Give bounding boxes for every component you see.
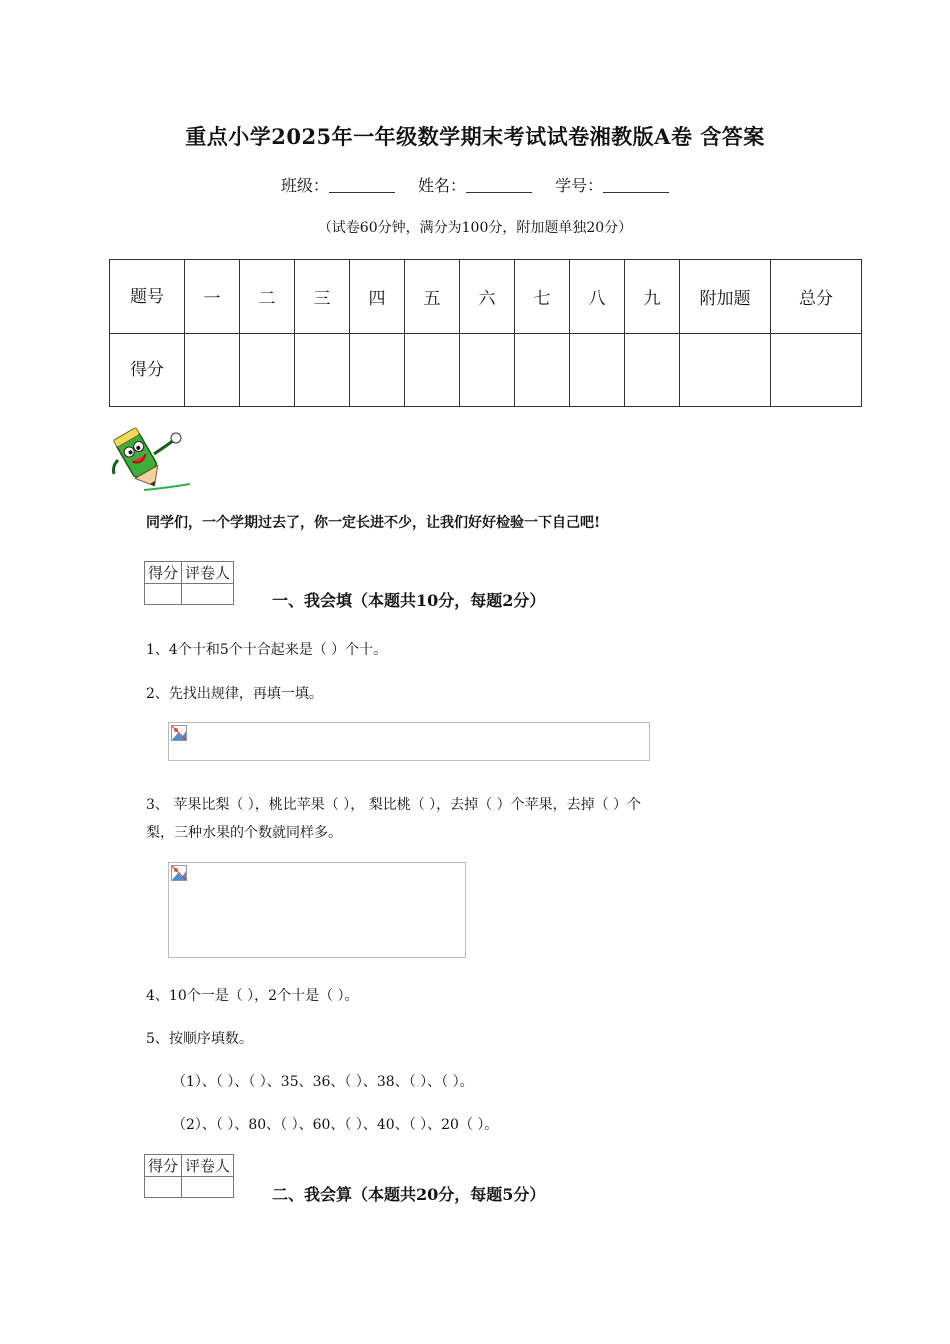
score-cell[interactable]: [460, 334, 515, 407]
section-two-heading: 二、我会算（本题共20分，每题5分）: [272, 1185, 546, 1204]
grader-reviewer-label: 评卷人: [182, 562, 234, 584]
broken-image-icon: [171, 865, 187, 881]
question-1: 1、4个十和5个十合起来是（ ）个十。: [146, 642, 388, 658]
header-cell: 二: [240, 260, 295, 334]
score-cell[interactable]: [625, 334, 680, 407]
score-cell[interactable]: [570, 334, 625, 407]
score-cell[interactable]: [185, 334, 240, 407]
score-cell[interactable]: [240, 334, 295, 407]
header-cell: 八: [570, 260, 625, 334]
id-blank[interactable]: [603, 178, 669, 193]
header-cell: 六: [460, 260, 515, 334]
score-cell[interactable]: [515, 334, 570, 407]
name-label: 姓名：: [417, 176, 466, 195]
grader-table: [144, 561, 234, 605]
score-cell[interactable]: [771, 334, 862, 407]
question-2: 2、先找出规律，再填一填。: [146, 686, 323, 702]
score-cell[interactable]: [405, 334, 460, 407]
header-cell: 四: [350, 260, 405, 334]
question-3-line-1: 3、 苹果比梨（ ），桃比苹果（ ）， 梨比桃（ ），去掉（ ）个苹果，去掉（ ）个: [146, 797, 642, 813]
grader-score-label: 得分: [145, 1155, 182, 1177]
question-2-image: [168, 722, 650, 761]
header-cell: 一: [185, 260, 240, 334]
grader-score-cell[interactable]: [145, 1177, 182, 1198]
pencil-mascot-icon: [104, 424, 194, 494]
row-label-cell: 得分: [110, 334, 185, 407]
grader-reviewer-cell[interactable]: [182, 584, 234, 605]
score-cell[interactable]: [680, 334, 771, 407]
exam-note: （试卷60分钟，满分为100分，附加题单独20分）: [317, 220, 633, 236]
question-3-line-2: 梨，三种水果的个数就同样多。: [146, 825, 342, 841]
question-5-part-1: （1）、（ ）、（ ）、35、36、（ ）、38、（ ）、（ ）。: [172, 1074, 474, 1090]
header-cell: 七: [515, 260, 570, 334]
header-cell: 总分: [771, 260, 862, 334]
id-label: 学号：: [555, 176, 604, 195]
question-3-image: [168, 862, 466, 958]
header-cell: 题号: [110, 260, 185, 334]
header-cell: 五: [405, 260, 460, 334]
question-5: 5、按顺序填数。: [146, 1031, 253, 1047]
intro-text: 同学们，一个学期过去了，你一定长进不少，让我们好好检验一下自己吧!: [146, 515, 601, 531]
grader-reviewer-label: 评卷人: [182, 1155, 234, 1177]
class-label: 班级：: [280, 176, 329, 195]
header-cell: 附加题: [680, 260, 771, 334]
broken-image-icon: [171, 725, 187, 741]
score-table: [109, 259, 862, 407]
header-cell: 三: [295, 260, 350, 334]
page-title: 重点小学2025年一年级数学期末考试试卷湘教版A卷 含答案: [185, 124, 765, 149]
question-4: 4、10个一是（ ），2个十是（ ）。: [146, 988, 359, 1004]
student-info: [0, 173, 950, 196]
header-cell: 九: [625, 260, 680, 334]
score-table-score-row: [110, 334, 862, 407]
question-5-part-2: （2）、（ ）、80、（ ）、60、（ ）、40、（ ）、20（ ）。: [172, 1117, 499, 1133]
name-blank[interactable]: [466, 178, 532, 193]
grader-table: [144, 1154, 234, 1198]
score-table-header-row: [110, 260, 862, 334]
grader-reviewer-cell[interactable]: [182, 1177, 234, 1198]
score-cell[interactable]: [350, 334, 405, 407]
grader-score-label: 得分: [145, 562, 182, 584]
grader-score-cell[interactable]: [145, 584, 182, 605]
class-blank[interactable]: [329, 178, 395, 193]
section-one-heading: 一、我会填（本题共10分，每题2分）: [272, 591, 546, 610]
score-cell[interactable]: [295, 334, 350, 407]
